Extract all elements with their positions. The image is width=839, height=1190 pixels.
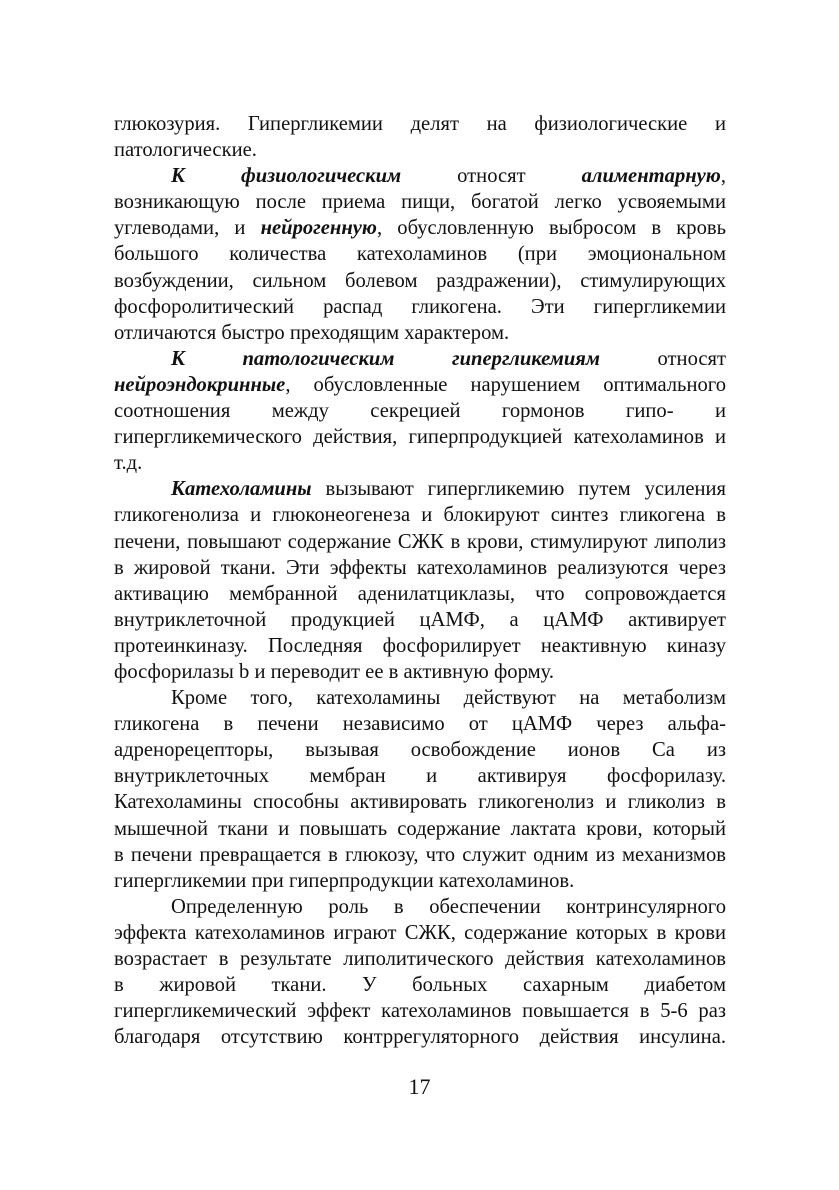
body-text	[114, 111, 726, 1050]
text-line	[114, 294, 726, 320]
text-run: относят	[600, 347, 726, 370]
text-run: внутриклеточных мембран и активируя фосфорилазу.	[114, 765, 726, 788]
text-run: возрастает в результате липолитического действия катехоламинов	[114, 948, 726, 970]
text-run: Определенную роль в обеспечении контринсулярного	[171, 895, 726, 918]
text-run: гликогенолиза и глюконеогенеза и блокируют синтез гликогена в	[114, 504, 726, 527]
text-run: возбуждении, сильном болевом раздражении), стимулирующих	[114, 269, 726, 292]
text-line	[114, 842, 726, 868]
text-line	[114, 972, 726, 998]
text-run: в печени превращается в глюкозу, что служит одним из механизмов	[114, 843, 726, 866]
text-line	[114, 529, 726, 555]
text-run: соотношения между секрецией гормонов гипо- и	[114, 400, 726, 423]
emphasized-term: алиментарную	[581, 165, 721, 188]
text-run: в жировой ткани. У больных сахарным диабетом	[114, 974, 726, 997]
text-run: внутриклеточной продукцией цАМФ, а цАМФ активирует	[114, 608, 726, 631]
text-line	[114, 346, 726, 372]
text-run: глюкозурия. Гипергликемии делят на физиологические и	[114, 113, 726, 135]
emphasized-term: Катехоламины	[171, 478, 312, 501]
text-run: Кроме того, катехоламины действуют на метаболизм	[171, 687, 726, 710]
text-run: в жировой ткани. Эти эффекты катехоламинов реализуются через	[114, 556, 726, 579]
text-run: углеводами, и	[114, 217, 261, 240]
text-run: мышечной ткани и повышать содержание лактата крови, который	[114, 817, 726, 840]
text-line	[114, 450, 726, 476]
text-run: эффекта катехоламинов играют СЖК, содержание которых в крови	[114, 921, 726, 944]
text-line	[114, 476, 726, 502]
text-run: , обусловленную выбросом в кровь	[376, 217, 726, 240]
text-line	[114, 894, 726, 920]
text-run: патологические.	[114, 139, 257, 162]
text-line	[114, 268, 726, 294]
text-line	[114, 711, 726, 737]
text-line	[114, 816, 726, 842]
text-line	[114, 111, 726, 137]
text-run: отличаются быстро преходящим характером.	[114, 321, 510, 344]
text-line	[114, 946, 726, 972]
text-line	[114, 920, 726, 946]
text-line	[114, 398, 726, 424]
text-line	[114, 241, 726, 267]
text-line	[114, 555, 726, 581]
text-run: протеинкиназу. Последняя фосфорилирует неактивную киназу	[114, 634, 726, 657]
text-run: фосфоролитический распад гликогена. Эти гипергликемии	[114, 295, 726, 318]
text-line	[114, 502, 726, 528]
text-line	[114, 868, 726, 894]
text-run: благодаря отсутствию контррегуляторного действия инсулина.	[114, 1026, 726, 1049]
text-line	[114, 137, 726, 163]
text-run: гипергликемии при гиперпродукции катехоламинов.	[114, 869, 575, 892]
text-run: активацию мембранной аденилатциклазы, что сопровождается	[114, 582, 726, 605]
text-run: гипергликемический эффект катехоламинов повышается в 5-6 раз	[114, 1000, 726, 1023]
emphasized-term: К физиологическим	[171, 165, 402, 188]
text-run: вызывают гипергликемию путем усиления	[311, 478, 726, 501]
text-run: гликогена в печени независимо от цАМФ через альфа-	[114, 713, 726, 736]
text-run: ,	[720, 165, 726, 188]
text-line	[114, 1024, 726, 1050]
text-run: адренорецепторы, вызывая освобождение ионов Са из	[114, 739, 726, 762]
text-line	[114, 685, 726, 711]
text-line	[114, 581, 726, 607]
text-run: относят	[401, 165, 582, 188]
emphasized-term: нейроэндокринные	[114, 373, 286, 396]
text-line	[114, 607, 726, 633]
text-run: гипергликемического действия, гиперпродукцией катехоламинов и	[114, 426, 726, 449]
text-line	[114, 659, 726, 685]
text-run: Катехоламины способны активировать гликогенолиз и гликолиз в	[114, 791, 726, 814]
text-run: фосфорилазы b и переводит ее в активную форму.	[114, 660, 554, 683]
text-run: т.д.	[114, 452, 143, 475]
text-line	[114, 789, 726, 815]
text-line	[114, 189, 726, 215]
text-line	[114, 372, 726, 398]
emphasized-term: К патологическим гипергликемиям	[171, 347, 601, 370]
text-run: , обусловленные нарушением оптимального	[285, 373, 726, 396]
text-line	[114, 320, 726, 346]
text-line	[114, 215, 726, 241]
text-line	[114, 763, 726, 789]
text-line	[114, 998, 726, 1024]
text-line	[114, 163, 726, 189]
text-line	[114, 633, 726, 659]
page-number: 17	[408, 1074, 431, 1099]
text-line	[114, 737, 726, 763]
text-run: возникающую после приема пищи, богатой легко усвояемыми	[114, 191, 726, 214]
text-run: печени, повышают содержание СЖК в крови, стимулируют липолиз	[114, 530, 726, 553]
text-run: большого количества катехоламинов (при эмоциональном	[114, 243, 726, 266]
emphasized-term: нейрогенную	[260, 217, 377, 240]
text-line	[114, 424, 726, 450]
